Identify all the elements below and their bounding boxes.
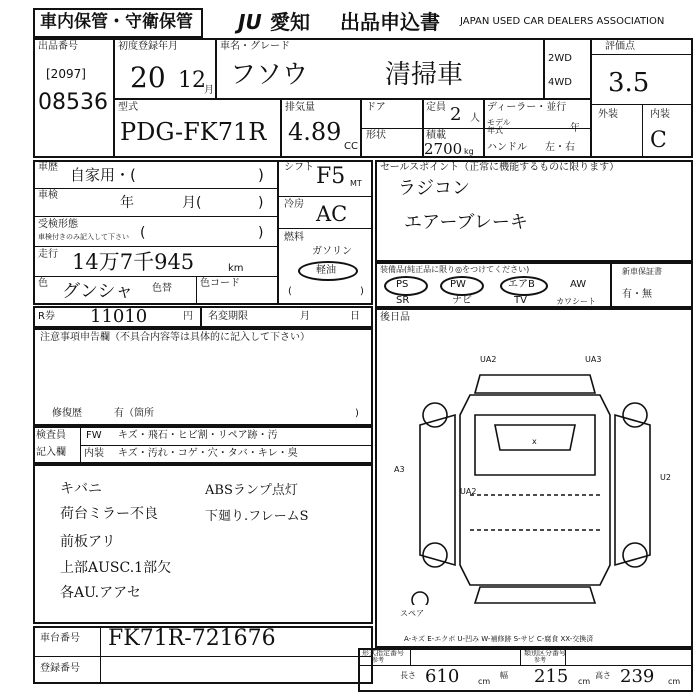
height-unit: cm bbox=[668, 677, 681, 686]
usage-value: 自家用・( bbox=[70, 166, 136, 184]
handle-options: 左・右 bbox=[545, 142, 575, 153]
after-install-label: 後日品 bbox=[380, 312, 410, 323]
repair-label: 修復歴 bbox=[52, 408, 82, 419]
year-suffix: 年 bbox=[570, 123, 580, 134]
reg-month-suffix: 月 bbox=[204, 85, 214, 96]
receipt-close: ) bbox=[258, 225, 264, 241]
form-ref: 参考 bbox=[372, 657, 385, 664]
diagram-legend: A-キズ E-エクボ U-凹み W-補修跡 S-サビ C-腐食 XX-交換済 bbox=[404, 635, 594, 643]
lot-label: 出品番号 bbox=[38, 41, 78, 52]
capacity: 2 bbox=[450, 104, 462, 125]
mark-ua2-top: UA2 bbox=[480, 355, 497, 364]
equipment-label: 装備品(純正品に限り◎をつけてください) bbox=[380, 265, 530, 274]
eval-score: 3.5 bbox=[608, 68, 650, 98]
spare-label: スペア bbox=[400, 609, 424, 618]
fuel-gas: ガソリン bbox=[312, 246, 352, 257]
equip-airb: エアB bbox=[508, 279, 535, 290]
length-value: 610 bbox=[425, 666, 460, 687]
receipt-label: 受検形態 bbox=[38, 219, 78, 230]
displacement: 4.89 bbox=[288, 118, 342, 146]
width-value: 215 bbox=[534, 666, 569, 687]
height-label: 高さ bbox=[595, 671, 611, 680]
dealer-label: ディーラー・並行 bbox=[487, 102, 567, 113]
equip-seat: カワシート bbox=[556, 297, 596, 306]
name-label: 車名・グレード bbox=[220, 41, 290, 52]
length-label: 長さ bbox=[400, 671, 416, 680]
sales-line-2: エアーブレーキ bbox=[404, 212, 528, 233]
usage-label: 車歴 bbox=[38, 162, 58, 173]
color-label: 色 bbox=[38, 278, 48, 289]
sales-line-1: ラジコン bbox=[398, 178, 470, 199]
inspection-month: 月( bbox=[182, 195, 202, 211]
ac-value: AC bbox=[316, 202, 348, 226]
color-code-label: 色コード bbox=[200, 278, 240, 289]
r-value: 11010 bbox=[90, 306, 148, 327]
entry-label: 記入欄 bbox=[36, 447, 66, 458]
repair-value: 有（箇所 bbox=[114, 408, 154, 419]
receipt-open: ( bbox=[140, 225, 146, 241]
front-bumper bbox=[475, 375, 595, 393]
load-value: 2700 bbox=[424, 140, 463, 158]
wheel-rl bbox=[423, 543, 447, 567]
form-label: 形式指定番号 bbox=[362, 649, 404, 657]
load-unit: kg bbox=[464, 147, 474, 156]
capacity-suffix: 人 bbox=[470, 113, 480, 124]
r-unit: 円 bbox=[183, 311, 193, 322]
reg-label: 初度登録年月 bbox=[118, 41, 178, 52]
equip-aw: AW bbox=[570, 279, 587, 290]
eval-label: 評価点 bbox=[605, 41, 635, 52]
doc-title: 出品申込書 bbox=[340, 10, 440, 34]
warranty-options: 有・無 bbox=[622, 289, 652, 300]
chassis-label: 車台番号 bbox=[40, 633, 80, 644]
fuel-label: 燃料 bbox=[284, 232, 304, 243]
vehicle-diagram bbox=[410, 355, 660, 605]
spare-tire bbox=[412, 592, 428, 605]
fuel-open: ( bbox=[288, 286, 292, 297]
mileage-label: 走行 bbox=[38, 249, 58, 260]
color-value: グンシャ bbox=[62, 281, 134, 302]
inspection-label: 車検 bbox=[38, 190, 58, 201]
rear-bumper bbox=[475, 587, 595, 603]
mileage-unit: km bbox=[228, 263, 244, 274]
shape-label: 形状 bbox=[366, 130, 386, 141]
remark-3: 前板アリ bbox=[60, 534, 116, 550]
wheel-fl bbox=[423, 403, 447, 427]
equip-airb-circle bbox=[500, 276, 548, 296]
door-label: ドア bbox=[366, 102, 386, 113]
fw-label: FW bbox=[86, 430, 102, 441]
color-change: 色替 bbox=[152, 283, 172, 294]
grade: 清掃車 bbox=[385, 60, 464, 90]
inspect-row1: キズ・飛石・ヒビ割・リペア跡・汚 bbox=[118, 430, 278, 441]
equip-ps: PS bbox=[396, 279, 409, 290]
length-unit: cm bbox=[478, 677, 491, 686]
equip-sr: SR bbox=[396, 295, 410, 306]
remark-1: キバニ bbox=[60, 481, 102, 497]
drive-2wd: 2WD bbox=[548, 53, 572, 64]
remark-4: 上部AUSC.1部欠 bbox=[60, 560, 172, 576]
naisou-label: 内装 bbox=[84, 448, 104, 459]
inspection-year: 年 bbox=[120, 195, 134, 211]
model-label: 型式 bbox=[118, 102, 138, 113]
org-name: 愛知 bbox=[270, 10, 310, 34]
inspector-label: 検査員 bbox=[36, 430, 66, 441]
load-label: 積載 bbox=[426, 130, 446, 141]
chassis-value: FK71R-721676 bbox=[108, 626, 276, 651]
interior-score: C bbox=[650, 128, 667, 153]
equip-pw: PW bbox=[450, 279, 466, 290]
sales-points-label: セールスポイント（正常に機能するものに限ります） bbox=[380, 162, 620, 173]
handle-label: ハンドル bbox=[487, 142, 527, 153]
width-label: 幅 bbox=[500, 671, 508, 680]
lot-bracket: [2097] bbox=[46, 67, 86, 81]
shift-label: シフト bbox=[284, 162, 314, 173]
mark-ua2-mid: UA2 bbox=[460, 487, 477, 496]
r-day: 日 bbox=[350, 311, 360, 322]
reg-year: 20 bbox=[130, 61, 166, 94]
mark-ua3: UA3 bbox=[585, 355, 602, 364]
category-ref: 参考 bbox=[534, 657, 547, 664]
mark-a3: A3 bbox=[394, 465, 405, 474]
usage-close: ) bbox=[258, 166, 264, 184]
fuel-close: ) bbox=[360, 286, 364, 297]
mark-u2: U2 bbox=[660, 473, 671, 482]
r-month: 月 bbox=[300, 311, 310, 322]
mileage-value: 14万7千945 bbox=[72, 250, 195, 274]
ac-label: 冷房 bbox=[284, 199, 304, 210]
exterior-label: 外装 bbox=[598, 109, 618, 120]
reg-month: 12 bbox=[178, 68, 206, 93]
equip-navi: ナビ bbox=[452, 295, 472, 306]
cc-label: CC bbox=[344, 141, 358, 152]
equip-tv: TV bbox=[514, 295, 527, 306]
equip-pw-circle bbox=[440, 276, 484, 296]
mark-x: x bbox=[532, 437, 537, 446]
truck-top-outline bbox=[460, 395, 610, 585]
shift-value: F5 bbox=[316, 164, 346, 189]
remark-5: 各AU.アアセ bbox=[60, 585, 141, 601]
drive-4wd: 4WD bbox=[548, 77, 572, 88]
wheel-rr bbox=[623, 543, 647, 567]
inspect-row2: キズ・汚れ・コゲ・穴・タバ・キレ・臭 bbox=[118, 448, 298, 459]
capacity-label: 定員 bbox=[426, 102, 446, 113]
shift-mt: MT bbox=[350, 179, 362, 188]
warranty-label: 新車保証書 bbox=[622, 267, 662, 276]
interior-label: 内装 bbox=[650, 109, 670, 120]
repair-close: ) bbox=[355, 408, 359, 419]
name-change-label: 名変期限 bbox=[208, 311, 248, 322]
equip-ps-circle bbox=[384, 276, 428, 296]
storage-label: 車内保管・守衛保管 bbox=[40, 12, 193, 32]
assoc-name: JAPAN USED CAR DEALERS ASSOCIATION bbox=[460, 16, 665, 27]
lot-number: 08536 bbox=[38, 90, 108, 115]
sales-points-box bbox=[375, 160, 693, 262]
width-unit: cm bbox=[578, 677, 591, 686]
model-year-label: モデル年式 bbox=[487, 118, 511, 135]
registration-label: 登録番号 bbox=[40, 663, 80, 674]
r-row bbox=[33, 306, 373, 328]
remark-right-2: 下廻り.フレームS bbox=[205, 509, 309, 524]
inspection-close: ) bbox=[258, 195, 264, 211]
r-label: R券 bbox=[38, 311, 55, 322]
receipt-note: 車検付きのみ記入して下さい bbox=[38, 233, 129, 241]
maker: フソウ bbox=[230, 60, 309, 90]
displacement-label: 排気量 bbox=[285, 102, 315, 113]
height-value: 239 bbox=[620, 666, 655, 687]
fuel-diesel: 軽油 bbox=[316, 265, 336, 276]
wheel-fr bbox=[623, 403, 647, 427]
remark-right-1: ABSランプ点灯 bbox=[205, 483, 298, 498]
category-label: 類別区分番号 bbox=[524, 649, 566, 657]
ju-logo: JU bbox=[238, 10, 262, 34]
remark-2: 荷台ミラー不良 bbox=[60, 506, 158, 522]
notes-label: 注意事項申告欄（不具合内容等は具体的に記入して下さい） bbox=[40, 332, 310, 343]
model-code: PDG-FK71R bbox=[120, 118, 267, 146]
